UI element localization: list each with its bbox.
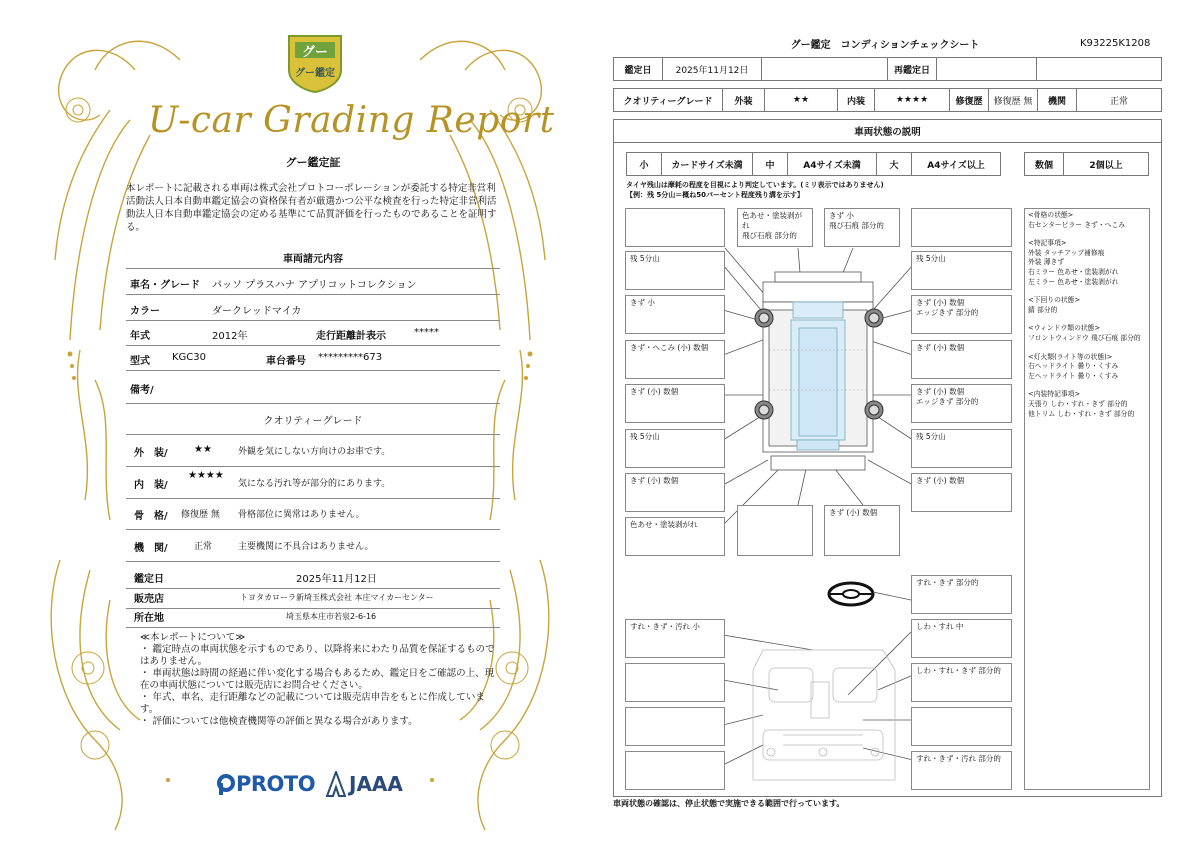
interior-desc: 気になる汚れ等が部分的にあります。 [238, 479, 391, 489]
side-note-line: <骨格の状態> [1028, 211, 1074, 219]
sheet-int-value: ★★★★ [874, 88, 950, 112]
side-note-line: 錆 部分的 [1028, 305, 1058, 314]
sheet-ext-value: ★★ [764, 88, 838, 112]
int-box-l3 [625, 707, 725, 746]
side-note-line: <下回りの状態> [1028, 296, 1081, 305]
sheet-title: グー鑑定 コンディションチェックシート [790, 40, 980, 51]
side-note-line: 外装 タッチアップ補修痕 [1028, 248, 1105, 257]
size-large-desc: A4サイズ以上 [911, 152, 1001, 176]
spec-row-name [126, 276, 500, 295]
sheet-engine-label: 機関 [1037, 88, 1077, 112]
note-item: ・ 鑑定時点の車両状態を示すものであり、以降将来にわたり品質を保証するものではありません。 [140, 644, 495, 667]
sheet-ext-label: 外装 [722, 88, 765, 112]
mileage-label: 走行距離計表示 [316, 331, 386, 342]
side-note-line: 外装 薄きず [1028, 258, 1065, 267]
quality-title: クオリティーグレード [126, 412, 500, 435]
side-note-line [1028, 287, 1146, 296]
side-note-line: 右ヘッドライト 曇り・くすみ [1028, 362, 1119, 371]
frame-label: 骨 格/ [134, 511, 168, 522]
color-value: ダークレッドマイカ [212, 306, 302, 317]
side-note-line: 左ヘッドライト 曇り・くすみ [1028, 371, 1119, 380]
side-note-line: <ウィンドウ類の状態> [1028, 324, 1101, 333]
jaaa-mark-icon [326, 771, 346, 797]
address-value: 埼玉県本庄市若泉2-6-16 [286, 612, 377, 621]
sheet-date-label: 鑑定日 [613, 57, 663, 81]
ext-box-l1: 残 5分山 [625, 251, 725, 290]
side-note-line [1028, 315, 1146, 324]
frame-desc: 骨格部位に異常はありません。 [238, 510, 365, 520]
grade-row-interior [126, 472, 500, 499]
ext-box-r4: きず (小) 数個 エッジきず 部分的 [911, 384, 1012, 423]
side-note-line: フロントウィンドウ 飛び石痕 部分的 [1028, 333, 1141, 342]
date-value: 2025年11月12日 [296, 574, 377, 585]
interior-stars: ★★★★ [188, 470, 224, 481]
exterior-label: 外 装/ [134, 448, 168, 459]
remarks-label: 備考/ [130, 385, 154, 396]
grade-row-frame [126, 507, 500, 530]
certificate-intro: 本レポートに記載される車両は株式会社プロトコーポレーションが委託する特定非営利活動法人日本自動車鑑定協会の資格保有者が厳選かつ公平な検査を行った特定非営利活動法人日本自動車鑑定協会の定める基準にて品質評価を行ったものであることを証明する。 [126, 183, 497, 233]
side-note-line: 天張り しわ・すれ・きず 部分的 [1028, 399, 1128, 408]
frame-value: 修復歴 無 [181, 510, 220, 520]
side-note-line: 右センターピラー きず・へこみ [1028, 220, 1126, 229]
size-mid: 中 [752, 152, 788, 176]
count-desc: 2個以上 [1063, 152, 1149, 176]
model-label: 型式 [130, 356, 150, 367]
size-small-desc: カードサイズ未満 [661, 152, 753, 176]
size-small: 小 [626, 152, 662, 176]
side-note-line: 右ミラー 色あせ・塗装剥がれ [1028, 267, 1119, 276]
int-box-l2 [625, 663, 725, 702]
exterior-stars: ★★ [194, 444, 212, 455]
info-row-dealer [126, 590, 500, 609]
notes-title: ≪本レポートについて≫ [140, 632, 246, 643]
ext-box-r6: きず (小) 数個 [911, 473, 1012, 512]
grade-row-engine [126, 539, 500, 562]
int-box-wheel: すれ・きず 部分的 [911, 575, 1012, 614]
ext-box-l3: きず・へこみ (小) 数個 [625, 340, 725, 379]
year-label: 年式 [130, 331, 150, 342]
model-value: KGC30 [172, 352, 207, 363]
int-box-l4 [625, 751, 725, 790]
ext-box-r2: きず (小) 数個 エッジきず 部分的 [911, 295, 1012, 334]
ext-box-top-m2: きず 小 飛び石痕 部分的 [824, 208, 900, 247]
ext-box-r1: 残 5分山 [911, 251, 1012, 290]
side-note-line: <灯火類(ライト等の状態)> [1028, 352, 1113, 361]
color-label: カラー [130, 306, 160, 317]
side-note-line [1028, 381, 1146, 390]
ext-box-top-right [911, 208, 1012, 247]
engine-label: 機 関/ [134, 543, 168, 554]
ext-box-b2: きず (小) 数個 [824, 505, 900, 556]
name-label: 車名・グレード [130, 280, 200, 291]
int-box-r4: すれ・きず・汚れ 部分的 [911, 751, 1012, 790]
sheet-int-label: 内装 [837, 88, 875, 112]
count-label: 数個 [1024, 152, 1064, 176]
int-box-r3 [911, 707, 1012, 746]
tire-note-2: 【例：残 5分山＝概ね50パーセント程度残り溝を示す】 [626, 191, 804, 199]
note-item: ・ 車両状態は時間の経過に伴い変化する場合もあるため、鑑定日をご確認の上、現在の車両状態については販売店にお問合せください。 [140, 668, 495, 691]
interior-label: 内 装/ [134, 480, 168, 491]
ext-box-l5: 残 5分山 [625, 429, 725, 468]
proto-mark-icon [216, 773, 236, 795]
side-note-line [1028, 344, 1146, 353]
footer-note: 車両状態の確認は、停止状態で実施できる範囲で行っています。 [613, 799, 845, 808]
proto-logo: PROTO [216, 770, 315, 798]
report-script-title: U-car Grading Report [148, 100, 555, 141]
name-value: パッソ プラスハナ アプリコットコレクション [212, 280, 417, 291]
re-date-value [936, 57, 1037, 81]
sheet-repair-label: 修復歴 [949, 88, 989, 112]
ext-box-b1 [737, 505, 813, 556]
note-item: ・ 評価については他検査機関等の評価と異なる場合があります。 [140, 716, 418, 727]
date-label: 鑑定日 [134, 574, 164, 585]
spec-row-model [126, 352, 500, 371]
ext-box-l6: きず (小) 数個 [625, 473, 725, 512]
ext-box-l2: きず 小 [625, 295, 725, 334]
goo-kantei-logo [285, 30, 345, 94]
ext-box-top-left [625, 208, 725, 247]
re-date-label: 再鑑定日 [887, 57, 937, 81]
spec-row-color [126, 302, 500, 321]
report-notes [140, 632, 500, 728]
year-value: 2012年 [212, 331, 248, 342]
mileage-value: ***** [414, 327, 439, 338]
note-item: ・ 年式、車名、走行距離などの記載については販売店申告をもとに作成しています。 [140, 692, 485, 715]
sheet-date-value: 2025年11月12日 [662, 57, 762, 81]
grade-row-exterior [126, 444, 500, 467]
certificate-title: グー鑑定証 [285, 156, 341, 169]
side-note-line: <内装特記事項> [1028, 390, 1081, 399]
info-row-date [126, 570, 500, 589]
jaaa-logo: JAAA [326, 770, 403, 798]
sheet-date-blank [761, 57, 888, 81]
explain-title: 車両状態の説明 [613, 119, 1162, 143]
ext-box-l7: 色あせ・塗装剥がれ [625, 517, 725, 556]
int-box-r1: しわ・すれ 中 [911, 619, 1012, 658]
int-box-r2: しわ・すれ・きず 部分的 [911, 663, 1012, 702]
steering-wheel-icon [829, 583, 873, 605]
specs-title: 車両諸元内容 [126, 250, 500, 269]
chassis-value: *********673 [318, 352, 383, 363]
logo-text: グー鑑定 [295, 68, 335, 79]
sheet-id: K93225K1208 [1080, 38, 1151, 49]
side-note-line: 他トリム しわ・すれ・きず 部分的 [1028, 409, 1135, 418]
spec-row-year [126, 327, 500, 346]
dealer-value: トヨタカローラ新埼玉株式会社 本庄マイカーセンター [240, 593, 434, 602]
address-label: 所在地 [134, 613, 164, 624]
chassis-label: 車台番号 [266, 356, 306, 367]
ext-box-r5: 残 5分山 [911, 429, 1012, 468]
exterior-desc: 外観を気にしない方向けのお車です。 [238, 447, 391, 457]
info-row-address [126, 609, 500, 628]
side-note-line [1028, 230, 1146, 239]
side-note-line: <特記事項> [1028, 239, 1067, 248]
ext-box-top-m1: 色あせ・塗装剥がれ 飛び石痕 部分的 [737, 208, 813, 247]
sheet-engine-value: 正常 [1076, 88, 1162, 112]
engine-desc: 主要機関に不具合はありません。 [238, 542, 374, 552]
int-box-l1: すれ・きず・汚れ 小 [625, 619, 725, 658]
ext-box-l4: きず (小) 数個 [625, 384, 725, 423]
size-large: 大 [876, 152, 912, 176]
svg-text:グー: グー [301, 45, 329, 60]
side-notes [1024, 208, 1150, 790]
sheet-repair-value: 修復歴 無 [988, 88, 1038, 112]
dealer-label: 販売店 [134, 594, 164, 605]
qg-label: クオリティーグレード [613, 88, 723, 112]
side-note-line: 左ミラー 色あせ・塗装剥がれ [1028, 277, 1119, 286]
tire-note-1: タイヤ残山は摩耗の程度を目視により判定しています。(ミリ表示ではありません) [626, 181, 884, 189]
spec-row-remarks [126, 379, 500, 404]
size-mid-desc: A4サイズ未満 [787, 152, 877, 176]
ext-box-r3: きず (小) 数個 [911, 340, 1012, 379]
engine-value: 正常 [194, 542, 213, 552]
